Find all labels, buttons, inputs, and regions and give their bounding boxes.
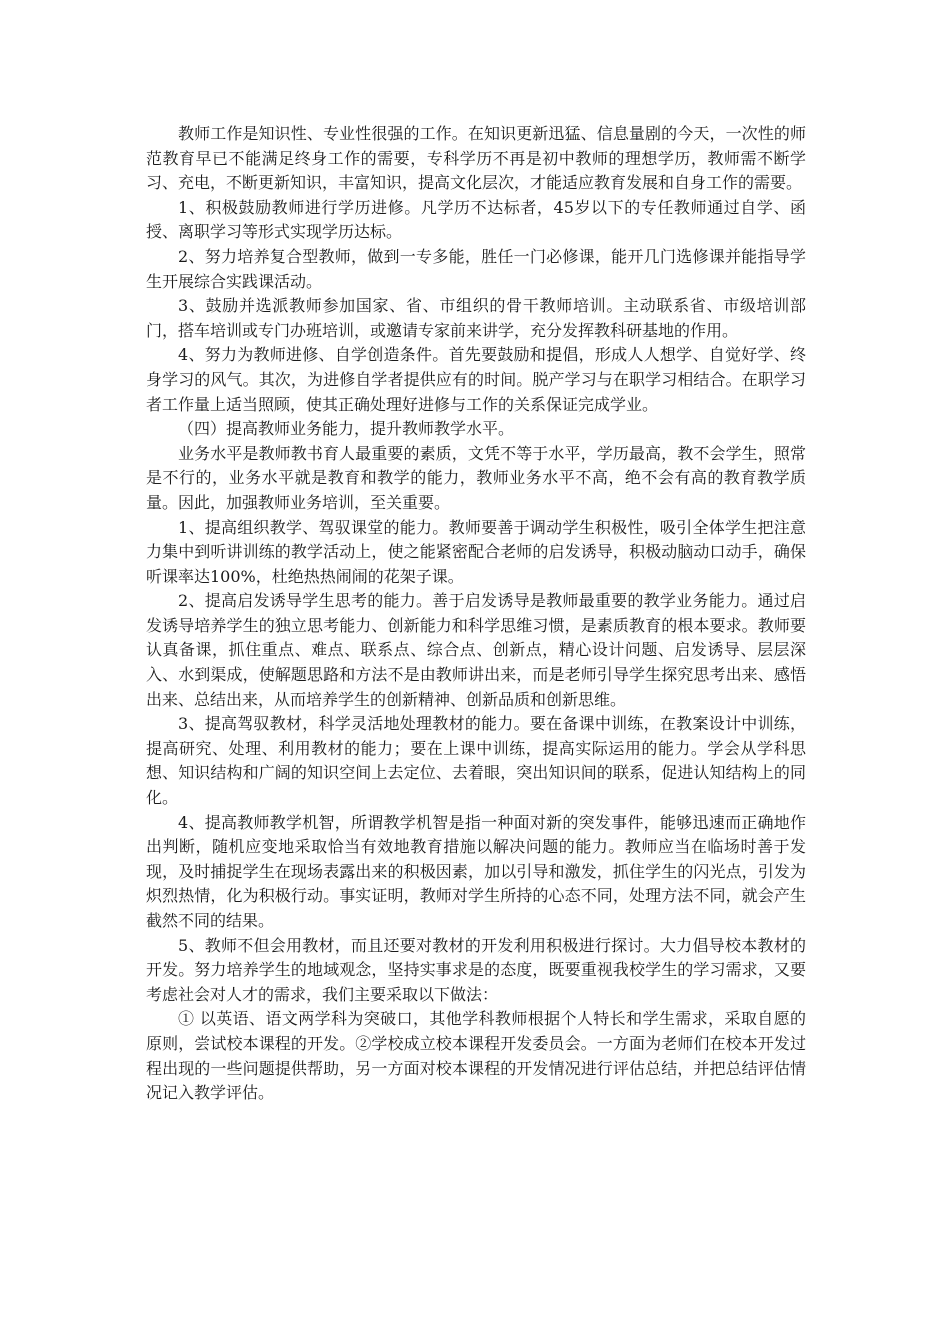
paragraph-item-1: 1、积极鼓励教师进行学历进修。凡学历不达标者，45岁以下的专任教师通过自学、函授、离职学习等形式实现学历达标。 [146, 197, 806, 242]
paragraph-ability-4: 4、提高教师教学机智，所谓教学机智是指一种面对新的突发事件，能够迅速而正确地作出判断，随机应变地采取恰当有效地教育措施以解决问题的能力。教师应当在临场时善于发现，及时捕捉学生在现场表露出来的积极因素，加以引导和激发，抓住学生的闪光点，引发为炽烈热情，化为积极行动。事实证明，教师对学生所持的心态不同，处理方法不同，就会产生截然不同的结果。 [146, 812, 806, 930]
paragraph-item-3: 3、鼓励并选派教师参加国家、省、市组织的骨干教师培训。主动联系省、市级培训部门，搭车培训或专门办班培训，或邀请专家前来讲学，充分发挥教科研基地的作用。 [146, 296, 806, 340]
paragraph-measures: ① 以英语、语文两学科为突破口，其他学科教师根据个人特长和学生需求，采取自愿的原则，尝试校本课程的开发。②学校成立校本课程开发委员会。一方面为老师们在校本开发过程出现的一些问题提供帮助，另一方面对校本课程的开发情况进行评估总结，并把总结评估情况记入教学评估。 [146, 1009, 806, 1103]
paragraph-ability-1: 1、提高组织教学、驾驭课堂的能力。教师要善于调动学生积极性，吸引全体学生把注意力集中到听讲训练的教学活动上，使之能紧密配合老师的启发诱导，积极动脑动口动手，确保听课率达100%，杜绝热热闹闹的花架子课。 [146, 517, 806, 586]
paragraph-item-4: 4、努力为教师进修、自学创造条件。首先要鼓励和提倡，形成人人想学、自觉好学、终身学习的风气。其次，为进修自学者提供应有的时间。脱产学习与在职学习相结合。在职学习者工作量上适当照顾，使其正确处理好进修与工作的关系保证完成学业。 [146, 345, 806, 414]
document-page [146, 122, 806, 1106]
paragraph-intro: 教师工作是知识性、专业性很强的工作。在知识更新迅猛、信息量剧的今天，一次性的师范教育早已不能满足终身工作的需要，专科学历不再是初中教师的理想学历，教师需不断学习、充电，不断更新知识，丰富知识，提高文化层次，才能适应教育发展和自身工作的需要。 [146, 124, 806, 193]
paragraph-section-intro: 业务水平是教师教书育人最重要的素质，文凭不等于水平，学历最高，教不会学生，照常是不行的，业务水平就是教育和教学的能力，教师业务水平不高，绝不会有高的教育教学质量。因此，加强教师业务培训，至关重要。 [146, 443, 806, 512]
paragraph-ability-3: 3、提高驾驭教材，科学灵活地处理教材的能力。要在备课中训练，在教案设计中训练，提高研究、处理、利用教材的能力；要在上课中训练，提高实际运用的能力。学会从学科思想、知识结构和广阔的知识空间上去定位、去着眼，突出知识间的联系，促进认知结构上的同化。 [146, 714, 806, 808]
paragraph-ability-5: 5、教师不但会用教材，而且还要对教材的开发利用积极进行探讨。大力倡导校本教材的开发。努力培养学生的地域观念，坚持实事求是的态度，既要重视我校学生的学习需求，又要考虑社会对人才的需求，我们主要采取以下做法： [146, 935, 806, 1004]
section-heading: （四）提高教师业务能力，提升教师教学水平。 [178, 419, 515, 439]
paragraph-ability-2: 2、提高启发诱导学生思考的能力。善于启发诱导是教师最重要的教学业务能力。通过启发诱导培养学生的独立思考能力、创新能力和科学思维习惯，是素质教育的根本要求。教师要认真备课，抓住重点、难点、联系点、综合点、创新点，精心设计问题、启发诱导、层层深入、水到渠成，使解题思路和方法不是由教师讲出来，而是老师引导学生探究思考出来、感悟出来、总结出来，从而培养学生的创新精神、创新品质和创新思维。 [146, 591, 806, 709]
paragraph-item-2: 2、努力培养复合型教师，做到一专多能，胜任一门必修课，能开几门选修课并能指导学生开展综合实践课活动。 [146, 246, 806, 291]
